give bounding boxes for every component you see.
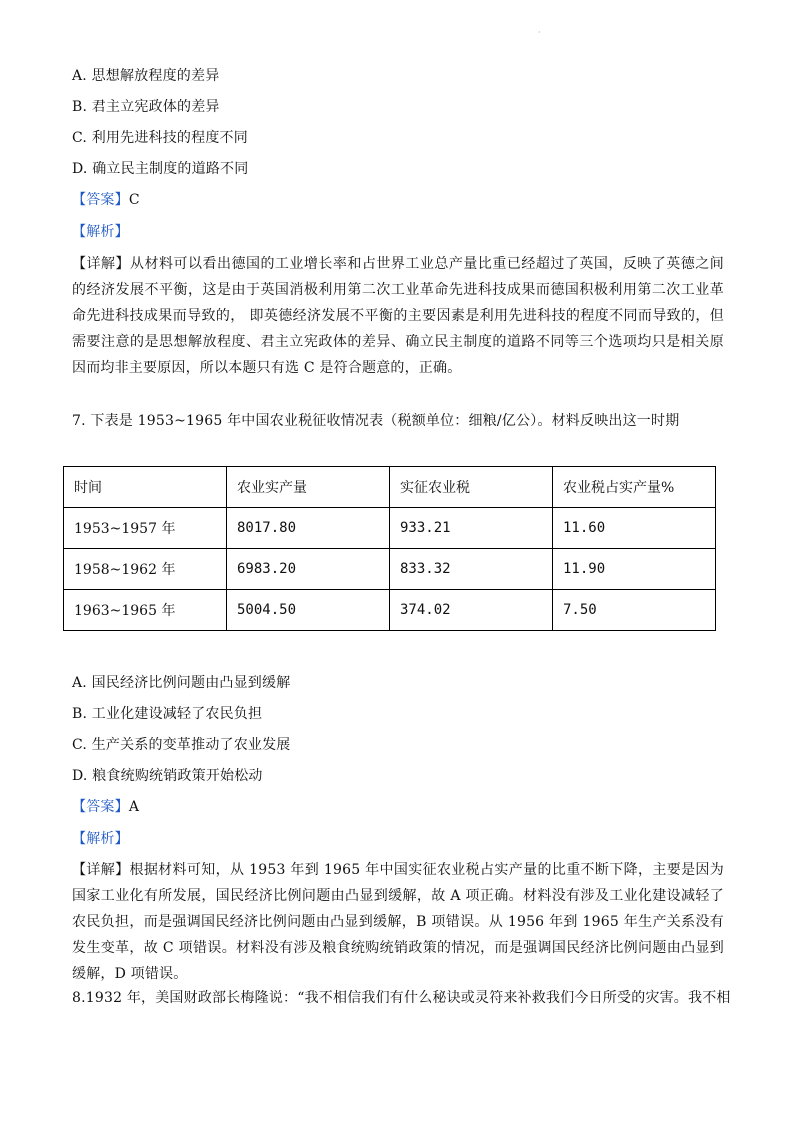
table-cell-percent: 11.90	[553, 549, 716, 590]
table-cell-tax: 833.32	[390, 549, 553, 590]
q6-detail-text: 从材料可以看出德国的工业增长率和占世界工业总产量比重已经超过了英国，反映了英德之间的经济发展不平衡，这是由于英国消极利用第二次工业革命先进科技成果而德国积极利用第二次工业革命先进科技成果而导致的， 即英德经济发展不平衡的主要因素是利用先进科技的程度不同而导致的，但需要注意的是思想解放程度、君主立宪政体的差异、确立民主制度的道路不同等三个选项均只是相关原因而均非主要原因，所以本题只有选 C 是符合题意的，正确。	[72, 256, 724, 376]
table-row	[64, 549, 716, 590]
q7-analysis-tag: 【解析】	[72, 831, 129, 847]
header-mark: ·	[538, 28, 541, 37]
table-cell-percent: 7.50	[553, 590, 716, 631]
table-cell-output: 8017.80	[227, 508, 390, 549]
q7-detail	[72, 857, 724, 987]
q6-option-a: A. 思想解放程度的差异	[72, 68, 220, 84]
table-header-cell: 时间	[64, 467, 227, 508]
table-cell-period: 1958~1962 年	[64, 549, 227, 590]
table-header-row	[64, 467, 716, 508]
q6-answer-value: C	[128, 192, 140, 208]
table-row	[64, 590, 716, 631]
q6-option-b: B. 君主立宪政体的差异	[72, 99, 220, 115]
table-cell-tax: 374.02	[390, 590, 553, 631]
q7-answer	[72, 797, 732, 817]
table-cell-period: 1963~1965 年	[64, 590, 227, 631]
q6-analysis-tag: 【解析】	[72, 224, 129, 240]
q7-option-d: D. 粮食统购统销政策开始松动	[72, 768, 263, 784]
q7-detail-tag: 【详解】	[72, 862, 130, 878]
q7-detail-text: 根据材料可知，从 1953 年到 1965 年中国实征农业税占实产量的比重不断下降，主要是因为国家工业化有所发展，国民经济比例问题由凸显到缓解，故 A 项正确。材料没有涉及工业化建设减轻了农民负担，而是强调国民经济比例问题由凸显到缓解，B 项错误。从 1956 年到 1965 年生产关系没有发生变革，故 C 项错误。材料没有涉及粮食统购统销政策的情况，而是强调国民经济比例问题由凸显到缓解，D 项错误。	[72, 862, 724, 982]
table-cell-percent: 11.60	[553, 508, 716, 549]
q7-tax-table	[63, 466, 716, 631]
q7-stem: 7. 下表是 1953~1965 年中国农业税征收情况表（税额单位：细粮/亿公）。材料反映出这一时期	[72, 413, 680, 429]
table-cell-output: 6983.20	[227, 549, 390, 590]
table-header-cell: 农业实产量	[227, 467, 390, 508]
q8-stem: 8.1932 年，美国财政部长梅隆说：“我不相信我们有什么秘诀或灵符来补救我们今日所受的灾害。我不相	[72, 990, 731, 1006]
table-cell-tax: 933.21	[390, 508, 553, 549]
table-row	[64, 508, 716, 549]
q7-analysis	[72, 829, 732, 849]
q6-answer-tag: 【答案】	[72, 192, 129, 208]
q6-option-d: D. 确立民主制度的道路不同	[72, 161, 249, 177]
table-cell-output: 5004.50	[227, 590, 390, 631]
q6-detail	[72, 251, 724, 381]
q6-detail-tag: 【详解】	[72, 256, 130, 272]
table-cell-period: 1953~1957 年	[64, 508, 227, 549]
q7-option-c: C. 生产关系的变革推动了农业发展	[72, 737, 291, 753]
q6-analysis	[72, 222, 732, 242]
q7-option-b: B. 工业化建设减轻了农民负担	[72, 706, 263, 722]
q7-answer-tag: 【答案】	[72, 799, 129, 815]
table-header-cell: 实征农业税	[390, 467, 553, 508]
table-header-cell: 农业税占实产量%	[553, 467, 716, 508]
q7-option-a: A. 国民经济比例问题由凸显到缓解	[72, 675, 291, 691]
q6-answer	[72, 190, 732, 210]
q7-answer-value: A	[128, 799, 140, 815]
q6-option-c: C. 利用先进科技的程度不同	[72, 130, 248, 146]
